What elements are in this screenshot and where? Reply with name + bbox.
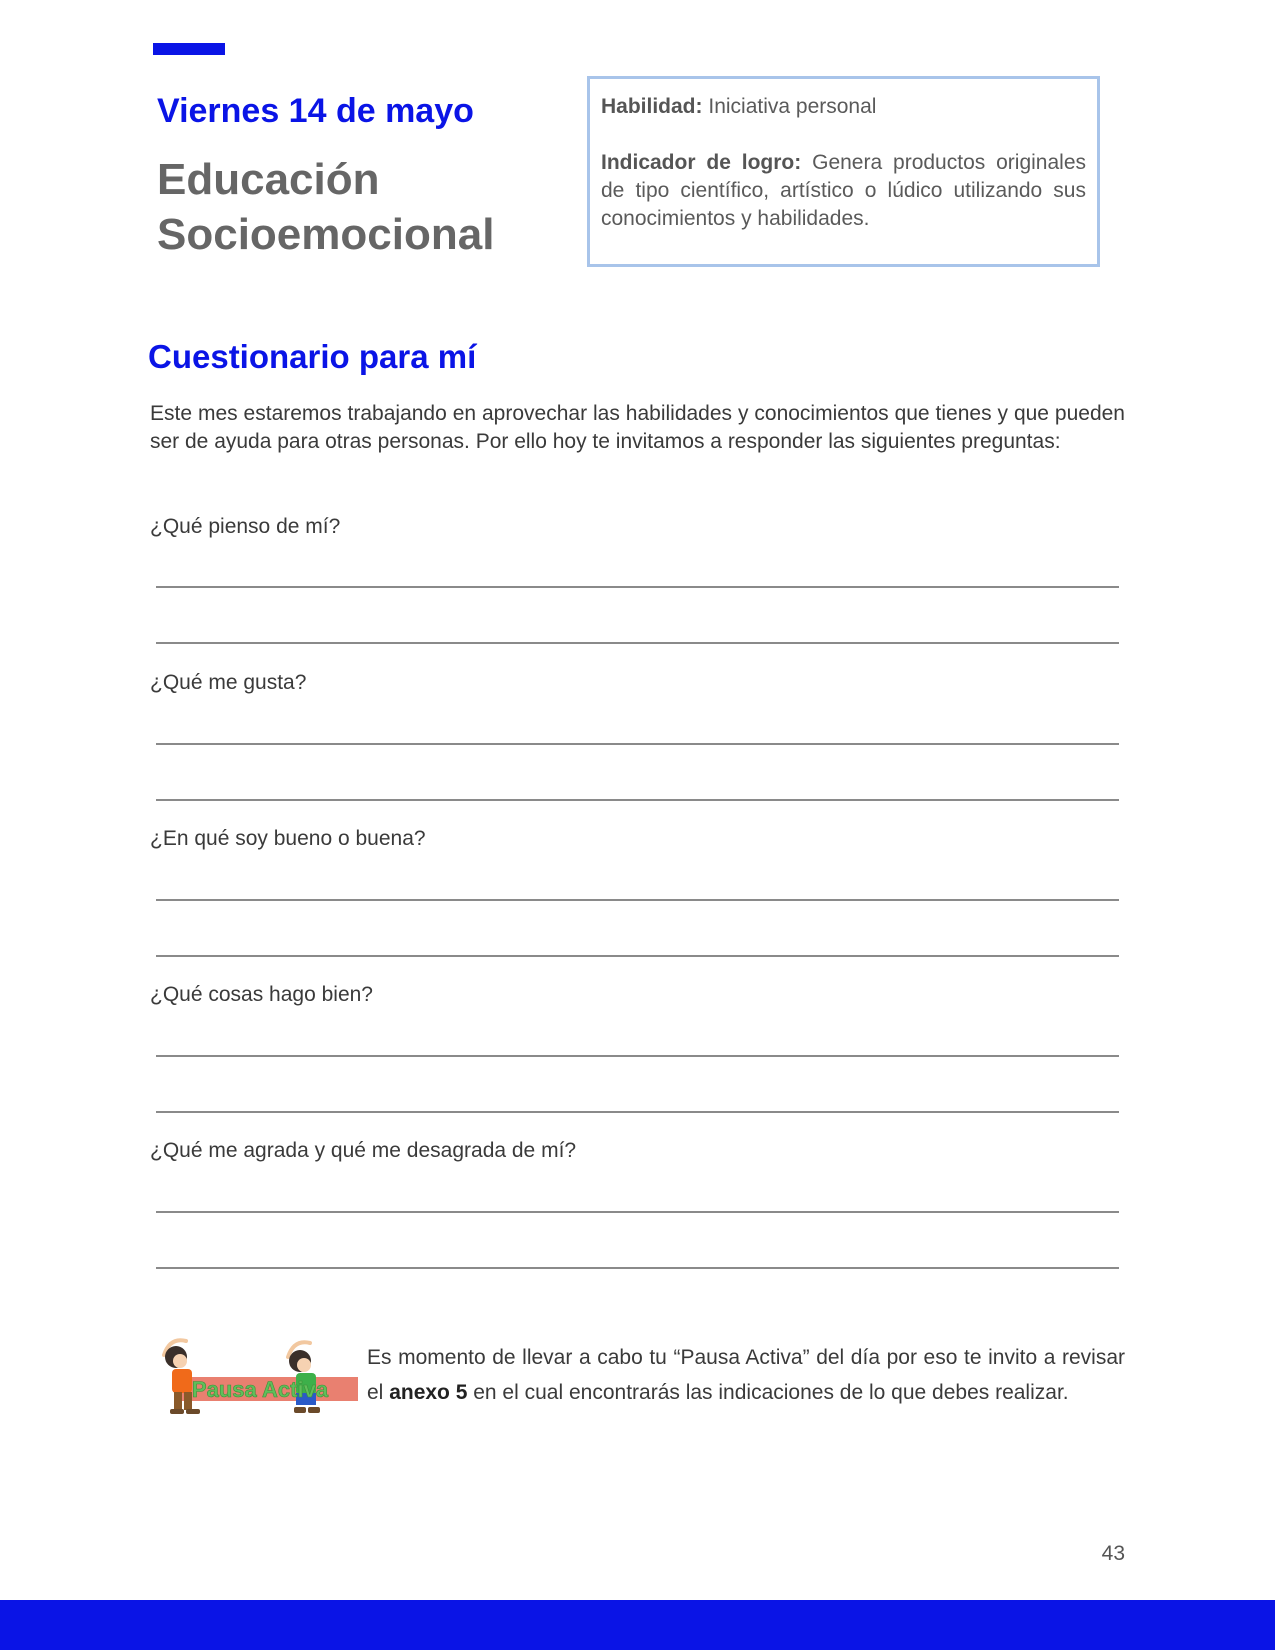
top-accent-bar bbox=[153, 43, 225, 55]
indicator-paragraph bbox=[601, 149, 1086, 233]
question-4: ¿Qué cosas hago bien? bbox=[150, 983, 373, 1006]
answer-line-4a[interactable] bbox=[156, 1055, 1119, 1057]
answer-line-5a[interactable] bbox=[156, 1211, 1119, 1213]
page-number: 43 bbox=[1101, 1542, 1125, 1565]
subject-title-line2: Socioemocional bbox=[157, 210, 495, 259]
subject-title bbox=[157, 152, 557, 262]
date-title: Viernes 14 de mayo bbox=[157, 92, 474, 130]
answer-line-3b[interactable] bbox=[156, 955, 1119, 957]
skill-label: Habilidad: bbox=[601, 95, 703, 118]
indicator-value: Genera productos originales de tipo científico, artístico o lúdico utilizando sus conocimientos y habilidades. bbox=[601, 151, 1086, 230]
annex-reference: anexo 5 bbox=[389, 1381, 468, 1404]
indicator-label: Indicador de logro: bbox=[601, 151, 802, 174]
answer-line-2a[interactable] bbox=[156, 743, 1119, 745]
answer-line-4b[interactable] bbox=[156, 1111, 1119, 1113]
question-3: ¿En qué soy bueno o buena? bbox=[150, 827, 426, 850]
pausa-activa-illustration bbox=[160, 1335, 360, 1420]
answer-line-1b[interactable] bbox=[156, 642, 1119, 644]
skill-paragraph bbox=[601, 93, 1086, 121]
answer-line-2b[interactable] bbox=[156, 799, 1119, 801]
pausa-text-before: Es momento de llevar a cabo tu “Pausa Activa” del día por eso te invito a revisar el bbox=[367, 1346, 1125, 1404]
answer-line-5b[interactable] bbox=[156, 1267, 1119, 1269]
subject-title-line1: Educación bbox=[157, 155, 380, 204]
pausa-text-after: en el cual encontrarás las indicaciones de lo que debes realizar. bbox=[467, 1381, 1069, 1404]
footer-bar bbox=[0, 1600, 1275, 1650]
pausa-paragraph bbox=[367, 1340, 1125, 1410]
section-title: Cuestionario para mí bbox=[148, 338, 477, 375]
question-1: ¿Qué pienso de mí? bbox=[150, 515, 341, 538]
intro-paragraph: Este mes estaremos trabajando en aprovechar las habilidades y conocimientos que tienes y que pueden ser de ayuda para otras personas. Por ello hoy te invitamos a responder las siguientes preguntas: bbox=[150, 402, 1125, 453]
answer-line-1a[interactable] bbox=[156, 586, 1119, 588]
pausa-activa-logo-text: Pausa Activa bbox=[191, 1377, 329, 1402]
question-2: ¿Qué me gusta? bbox=[150, 671, 307, 694]
answer-line-3a[interactable] bbox=[156, 899, 1119, 901]
question-5: ¿Qué me agrada y qué me desagrada de mí? bbox=[150, 1139, 577, 1162]
skill-value: Iniciativa personal bbox=[708, 95, 877, 118]
skill-box bbox=[587, 76, 1100, 267]
